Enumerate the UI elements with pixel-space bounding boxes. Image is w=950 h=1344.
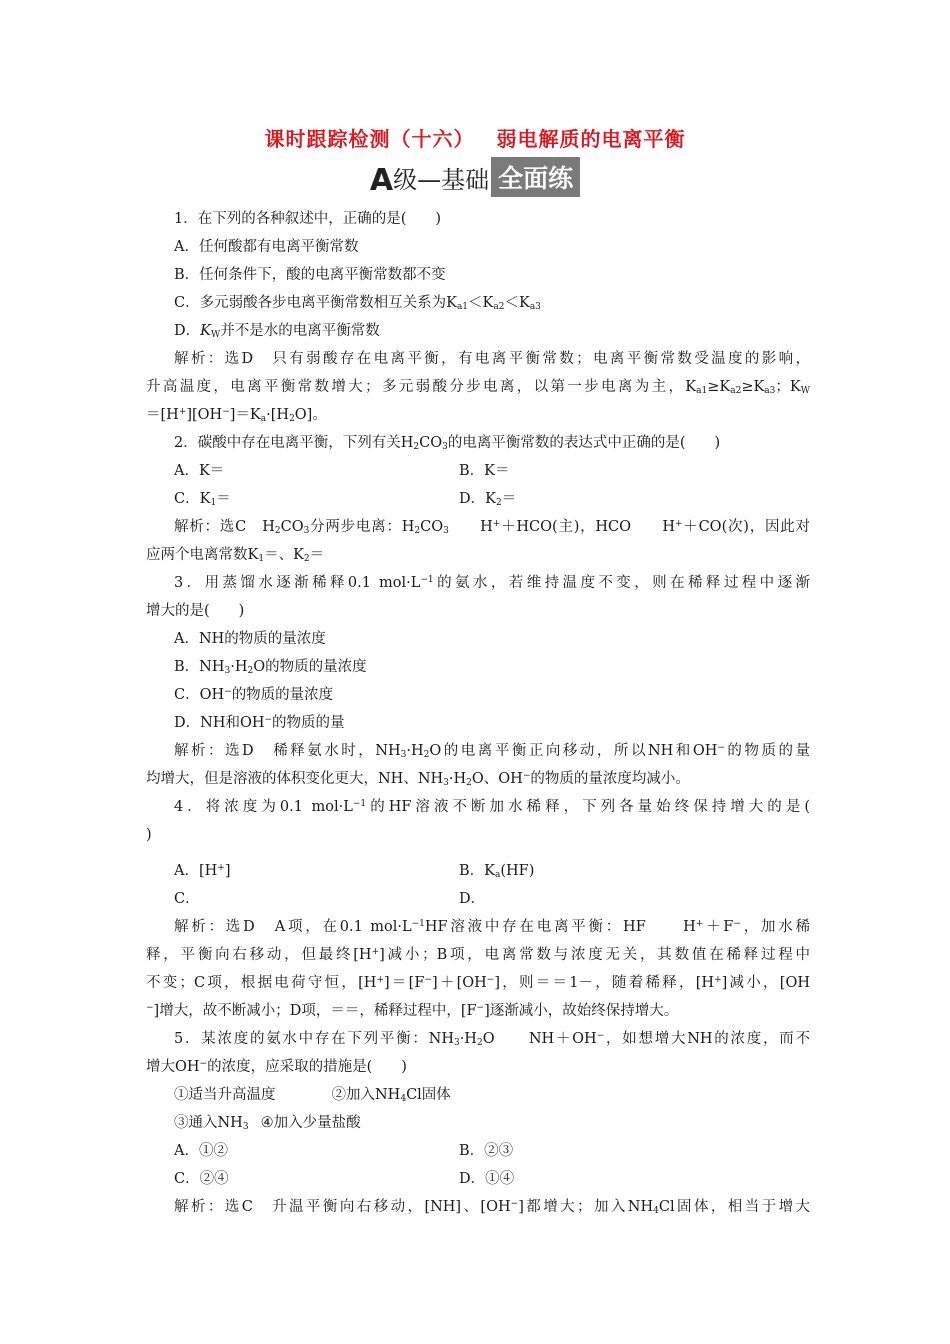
page-title (0, 123, 950, 152)
q3-option-d: D．NH和OH−的物质的量 (174, 715, 345, 731)
level-badge: 全面练 (491, 157, 580, 197)
q4-answer-line1: 解析：选D A项，在0.1 $mol\cdot L^{-1}HF$溶液中存在电离平衡：HF H+＋F−，加水稀 (174, 919, 811, 935)
q5-stem-line2: 增大OH−的浓度，应采取的措施是( ) (146, 1059, 407, 1075)
level-heading (0, 157, 950, 198)
q2-option-a: A．K＝ (174, 463, 225, 479)
q1-option-b: B．任何条件下，酸的电离平衡常数都不变 (174, 267, 446, 283)
q3-answer-line1: 解析：选D 稀释氨水时，$NH_3\cdot H_2O$的电离平衡正向移动，所以NH和OH−的物质的量 (174, 743, 810, 760)
question-content (146, 205, 810, 1221)
q2-options-ab (146, 457, 810, 485)
title-part2: 弱电解质的电离平衡 (496, 127, 686, 151)
q4-options-cd (146, 885, 810, 913)
q5-option-b: B．②③ (459, 1143, 514, 1159)
q3-option-c: C．OH−的物质的量浓度 (174, 687, 334, 703)
q4-answer-line3: 不变；C项，根据电荷守恒，[H+]＝[F−]＋[OH−]，则＝＝1－，随着稀释，[H+]减小，[OH (146, 975, 810, 991)
title-part1: 课时跟踪检测（十六） (264, 127, 475, 151)
q3-stem-line1: 3．用蒸馏水逐渐稀释0.1 $mol\cdot L^{-1}$的氨水，若维持温度不变，则在稀释过程中逐渐 (174, 575, 811, 591)
q4-option-b: B．$K_a(HF)$ (459, 863, 535, 880)
q4-stem-line1: 4．将浓度为0.1 $mol\cdot L^{-1}$的HF溶液不断加水稀释，下列各量始终保持增大的是( (174, 799, 810, 815)
q3-answer-line2: 均增大，但是溶液的体积变化更大，NH、$NH_3\cdot H_2O$、OH−的物质的量浓度均减小。 (146, 771, 690, 788)
q1-option-d: D．$K_W$并不是水的电离平衡常数 (174, 323, 380, 340)
q5-measures-line2: ③通入$NH_3$ ④加入少量盐酸 (174, 1115, 361, 1132)
q1-option-a: A．任何酸都有电离平衡常数 (174, 239, 359, 255)
q1-stem: 1．在下列的各种叙述中，正确的是( ) (174, 211, 442, 227)
q2-option-c: C．$K_1=$ (174, 491, 231, 508)
q2-option-d: D．$K_2=$ (459, 491, 517, 508)
q4-option-d: D． (459, 891, 486, 907)
q5-options-ab (146, 1137, 810, 1165)
q2-stem: 2．碳酸中存在电离平衡，下列有关$H_2CO_3$的电离平衡常数的表达式中正确的是( ) (174, 435, 721, 452)
q4-stem-line2: ) (146, 827, 152, 843)
q3-option-b: B．$NH_3\cdot H_2O$的物质的量浓度 (174, 659, 367, 676)
level-text: 级—基础 (393, 166, 490, 194)
level-letter: A (369, 163, 394, 198)
q2-option-b: B．K＝ (459, 463, 510, 479)
q4-option-a: A．[H+] (174, 863, 231, 879)
q5-option-c: C．②④ (174, 1171, 229, 1187)
q4-options-ab (146, 857, 810, 885)
q3-stem-line2: 增大的是( ) (146, 603, 245, 619)
q2-answer-line2: 应两个电离常数$K_1=$、$K_2=$ (146, 547, 325, 564)
q4-answer-line4: −]增大，故不断减小；D项，＝＝，稀释过程中，[F−]逐渐减小，故始终保持增大。 (146, 1003, 679, 1019)
q5-options-cd (146, 1165, 810, 1193)
q5-answer-line1: 解析：选C 升温平衡向右移动，[NH]、[OH−]都增大；加入$NH_4Cl$固体，相当于增大 (174, 1199, 810, 1216)
q1-answer-line1: 解析：选D 只有弱酸存在电离平衡，有电离平衡常数；电离平衡常数受温度的影响， (174, 351, 810, 367)
q1-answer-line3: $=[H^+][OH^-]=K_a\cdot[H_2O]$。 (146, 407, 327, 424)
q3-option-a: A．NH的物质的量浓度 (174, 631, 326, 647)
q1-option-c: C．多元弱酸各步电离平衡常数相互关系为$K_{a1}<K_{a2}<K_{a3}$ (174, 295, 541, 312)
q5-measures-line1: ①适当升高温度 ②加入$NH_4Cl$固体 (174, 1087, 451, 1104)
q5-stem-line1: 5．某浓度的氨水中存在下列平衡：$NH_3\cdot H_2O$ NH＋OH−，如想增大NH的浓度，而不 (174, 1031, 810, 1048)
q2-options-cd (146, 485, 810, 513)
q5-option-a: A．①② (174, 1143, 228, 1159)
q4-option-c: C． (174, 891, 200, 907)
q1-answer-line2: 升高温度，电离平衡常数增大；多元弱酸分步电离，以第一步电离为主，$K_{a1}\ge K_{a2}\ge K_{a3}$；$K_W$ (146, 379, 810, 396)
q4-answer-line2: 释，平衡向右移动，但最终[H+]减小；B项，电离常数与浓度无关，其数值在稀释过程中 (146, 947, 810, 963)
q2-answer-line1: 解析：选C $H_2CO_3$分两步电离：$H_2CO_3$ H+＋HCO(主)，HCO H+＋CO(次)，因此对 (174, 519, 811, 536)
q5-option-d: D．①④ (459, 1171, 515, 1187)
